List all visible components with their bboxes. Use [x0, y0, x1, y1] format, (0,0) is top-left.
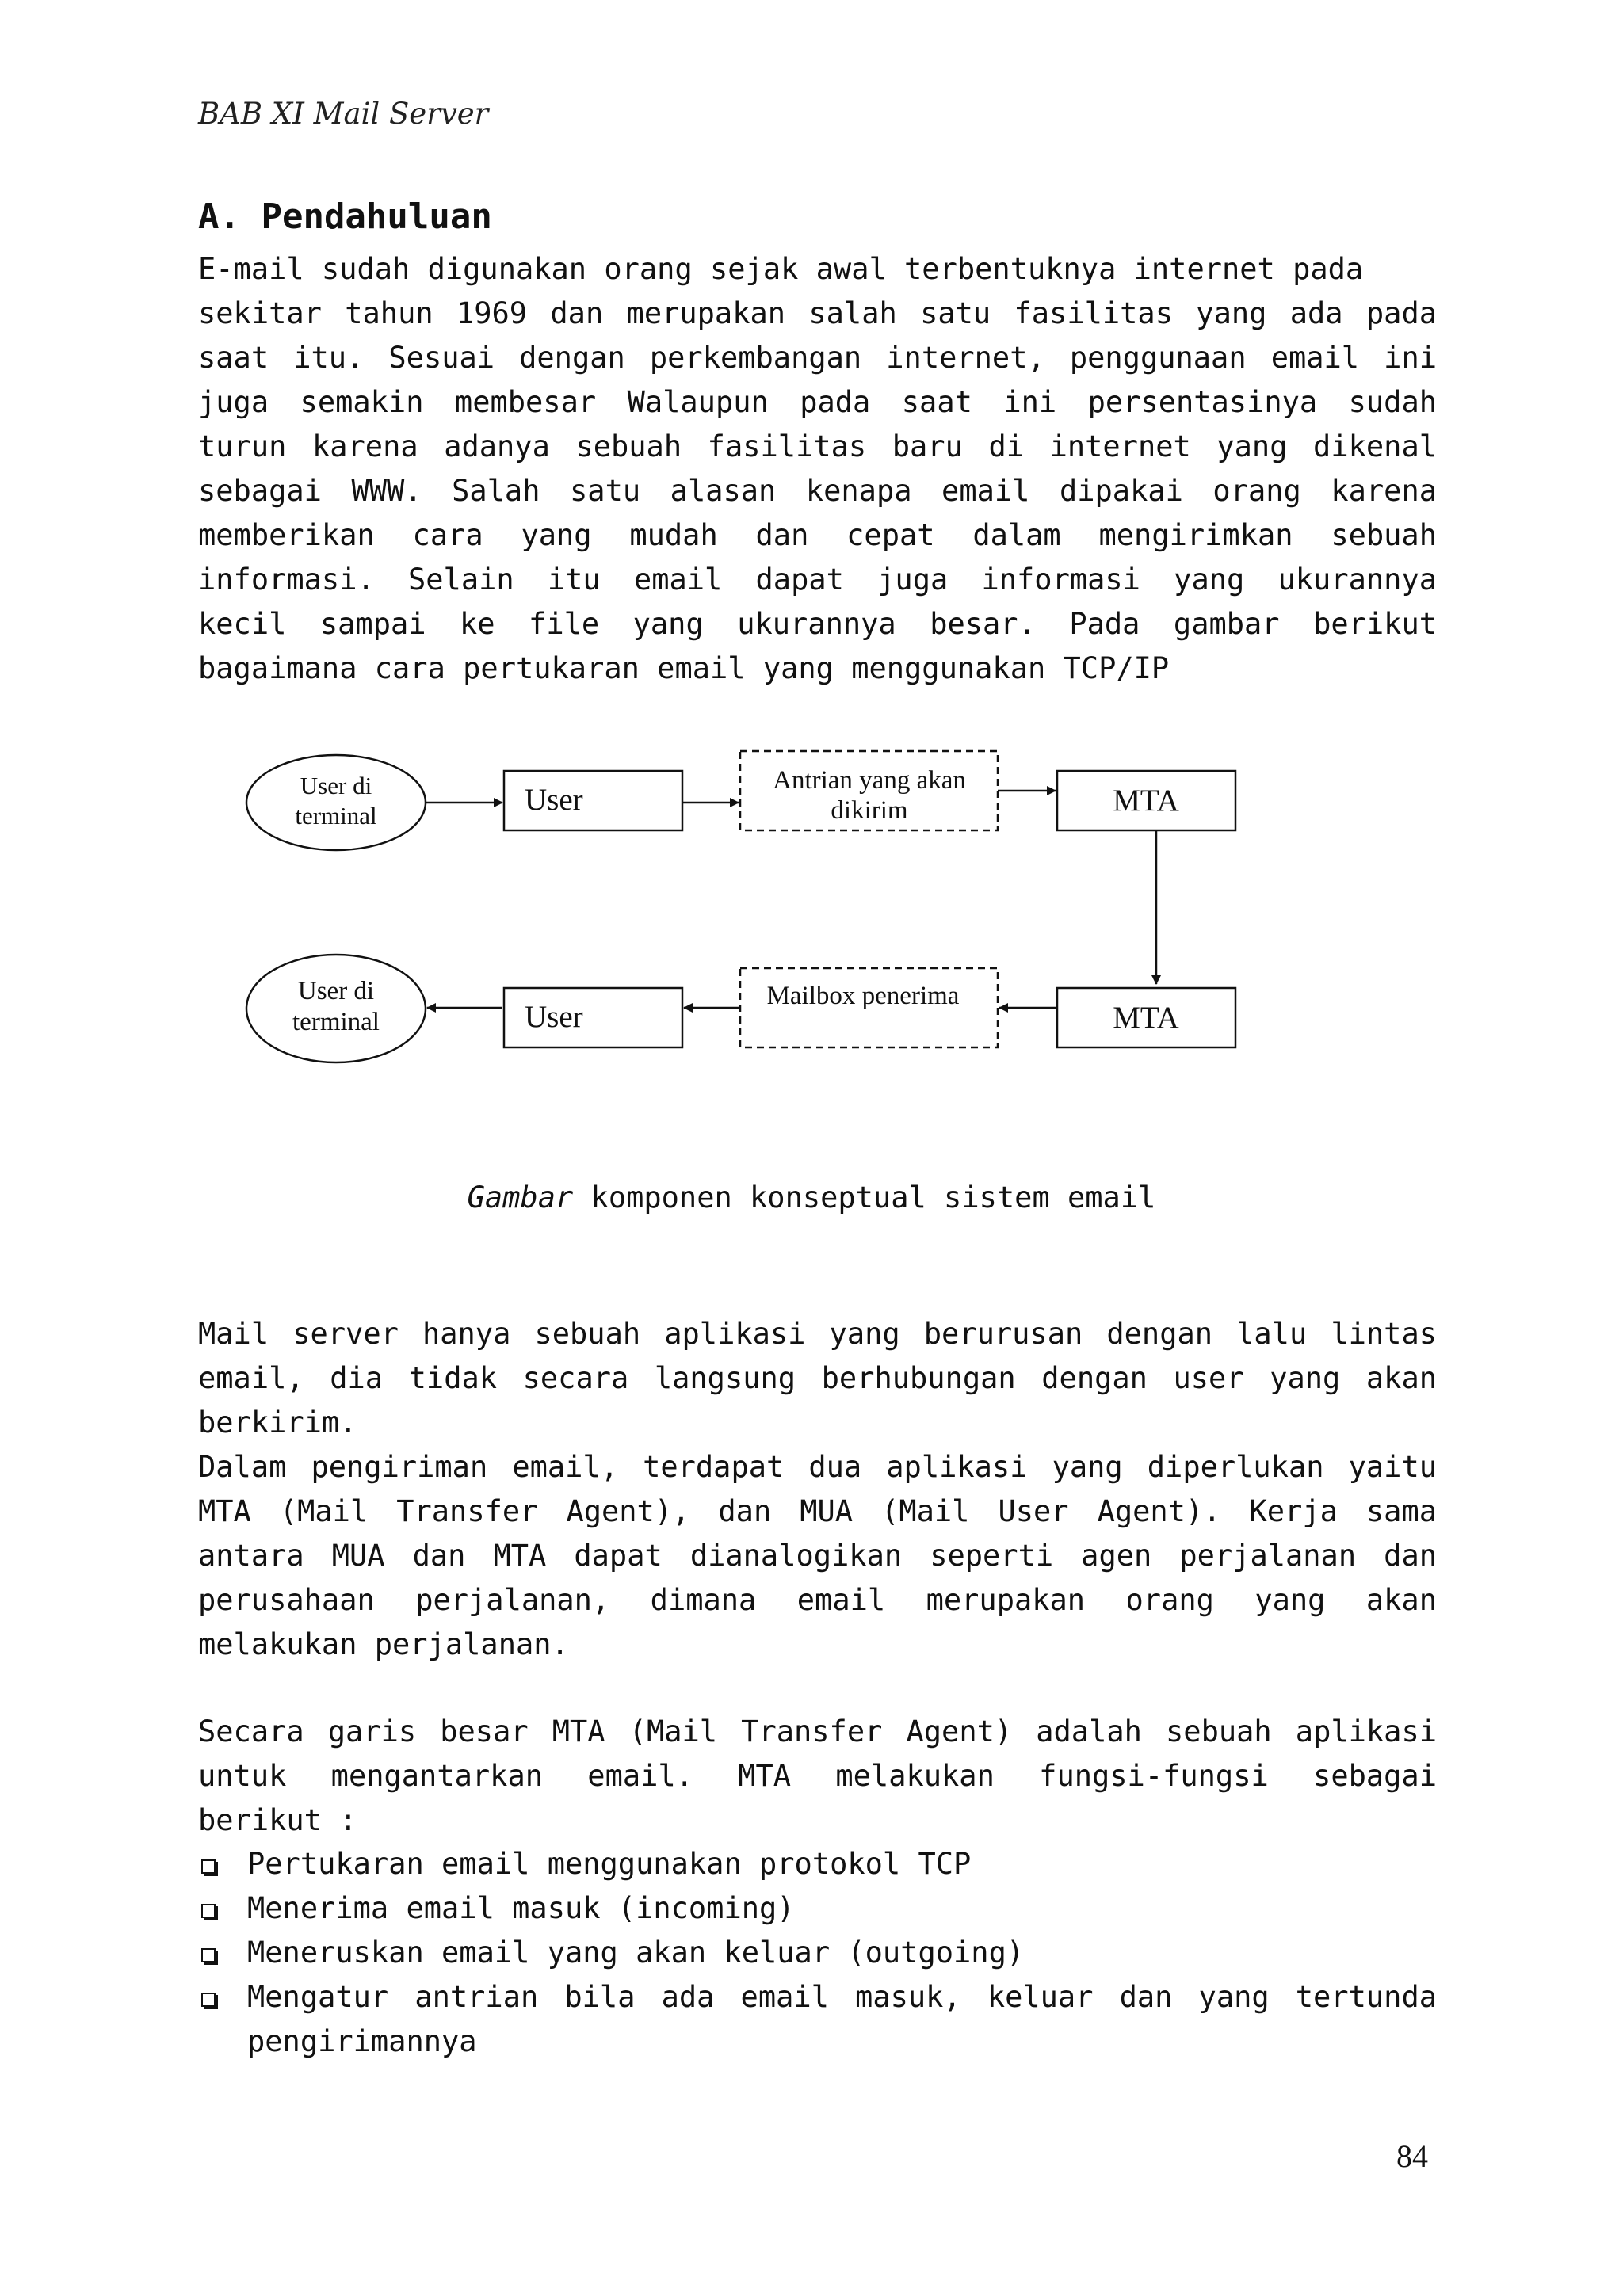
text-line: saat itu. Sesuai dengan perkembangan internet, penggunaan email ini — [198, 341, 1437, 375]
text-line: perusahaan perjalanan, dimana email merupakan orang yang akan — [198, 1583, 1437, 1617]
text-line: Secara garis besar MTA (Mail Transfer Agent) adalah sebuah aplikasi — [198, 1714, 1437, 1749]
figure-caption — [0, 1180, 1623, 1215]
top-user-label: User — [525, 783, 583, 817]
caption-italic: Gambar — [467, 1180, 574, 1215]
top-terminal-label-1: User di — [300, 772, 372, 799]
bottom-mta-label: MTA — [1113, 1001, 1179, 1035]
mail-server-paragraph — [198, 1312, 1437, 1667]
text-line: berkirim. — [198, 1405, 357, 1440]
text-line: Mail server hanya sebuah aplikasi yang berurusan dengan lalu lintas — [198, 1317, 1437, 1351]
text-line: memberikan cara yang mudah dan cepat dalam mengirimkan sebuah — [198, 518, 1437, 552]
mailbox-label: Mailbox penerima — [766, 982, 960, 1010]
top-mta-label: MTA — [1113, 784, 1179, 818]
text-line: email, dia tidak secara langsung berhubungan dengan user yang akan — [198, 1361, 1437, 1395]
text-line: bagaimana cara pertukaran email yang menggunakan TCP/IP — [198, 651, 1170, 685]
bottom-terminal-label-1: User di — [297, 977, 375, 1005]
intro-paragraph — [198, 247, 1437, 691]
text-line: kecil sampai ke file yang ukurannya besar. Pada gambar berikut — [198, 607, 1437, 641]
mta-paragraph — [198, 1710, 1437, 1843]
text-line: melakukan perjalanan. — [198, 1627, 569, 1661]
checkbox-bullet-icon — [201, 1859, 216, 1874]
queue-label-1: Antrian yang akan — [773, 766, 966, 795]
text-line: antara MUA dan MTA dapat dianalogikan seperti agen perjalanan dan — [198, 1539, 1437, 1573]
text-line: berikut : — [198, 1803, 357, 1837]
bottom-user-label: User — [525, 1000, 583, 1034]
list-item: Pertukaran email menggunakan protokol TCP — [198, 1842, 1437, 1886]
text-line: Dalam pengiriman email, terdapat dua aplikasi yang diperlukan yaitu — [198, 1450, 1437, 1484]
list-item: Menerima email masuk (incoming) — [198, 1886, 1437, 1931]
checkbox-bullet-icon — [201, 1948, 216, 1962]
page-number: 84 — [1396, 2138, 1428, 2174]
text-line: turun karena adanya sebuah fasilitas baru di internet yang dikenal — [198, 429, 1437, 463]
text-line: juga semakin membesar Walaupun pada saat ini persentasinya sudah — [198, 385, 1437, 419]
text-line: untuk mengantarkan email. MTA melakukan fungsi-fungsi sebagai — [198, 1759, 1437, 1793]
bottom-terminal-label-2: terminal — [292, 1008, 380, 1036]
chapter-header: BAB XI Mail Server — [198, 97, 489, 131]
section-heading: A. Pendahuluan — [198, 196, 492, 237]
checkbox-bullet-icon — [201, 1993, 216, 2007]
email-flow-diagram — [0, 737, 1623, 1085]
text-line: sebagai WWW. Salah satu alasan kenapa email dipakai orang karena — [198, 474, 1437, 508]
text-line: E-mail sudah digunakan orang sejak awal terbentuknya internet pada — [198, 252, 1364, 286]
text-line: informasi. Selain itu email dapat juga informasi yang ukurannya — [198, 563, 1437, 597]
caption-text: komponen konseptual sistem email — [573, 1180, 1156, 1215]
queue-label-2: dikirim — [831, 796, 908, 825]
text-line: MTA (Mail Transfer Agent), dan MUA (Mail User Agent). Kerja sama — [198, 1494, 1437, 1528]
top-terminal-label-2: terminal — [295, 802, 377, 830]
text-line: sekitar tahun 1969 dan merupakan salah satu fasilitas yang ada pada — [198, 296, 1437, 330]
checkbox-bullet-icon — [201, 1904, 216, 1918]
mta-function-list — [198, 1842, 1437, 2064]
list-item: Mengatur antrian bila ada email masuk, keluar dan yang tertunda pengirimannya — [198, 1975, 1437, 2064]
list-item: Meneruskan email yang akan keluar (outgoing) — [198, 1931, 1437, 1975]
